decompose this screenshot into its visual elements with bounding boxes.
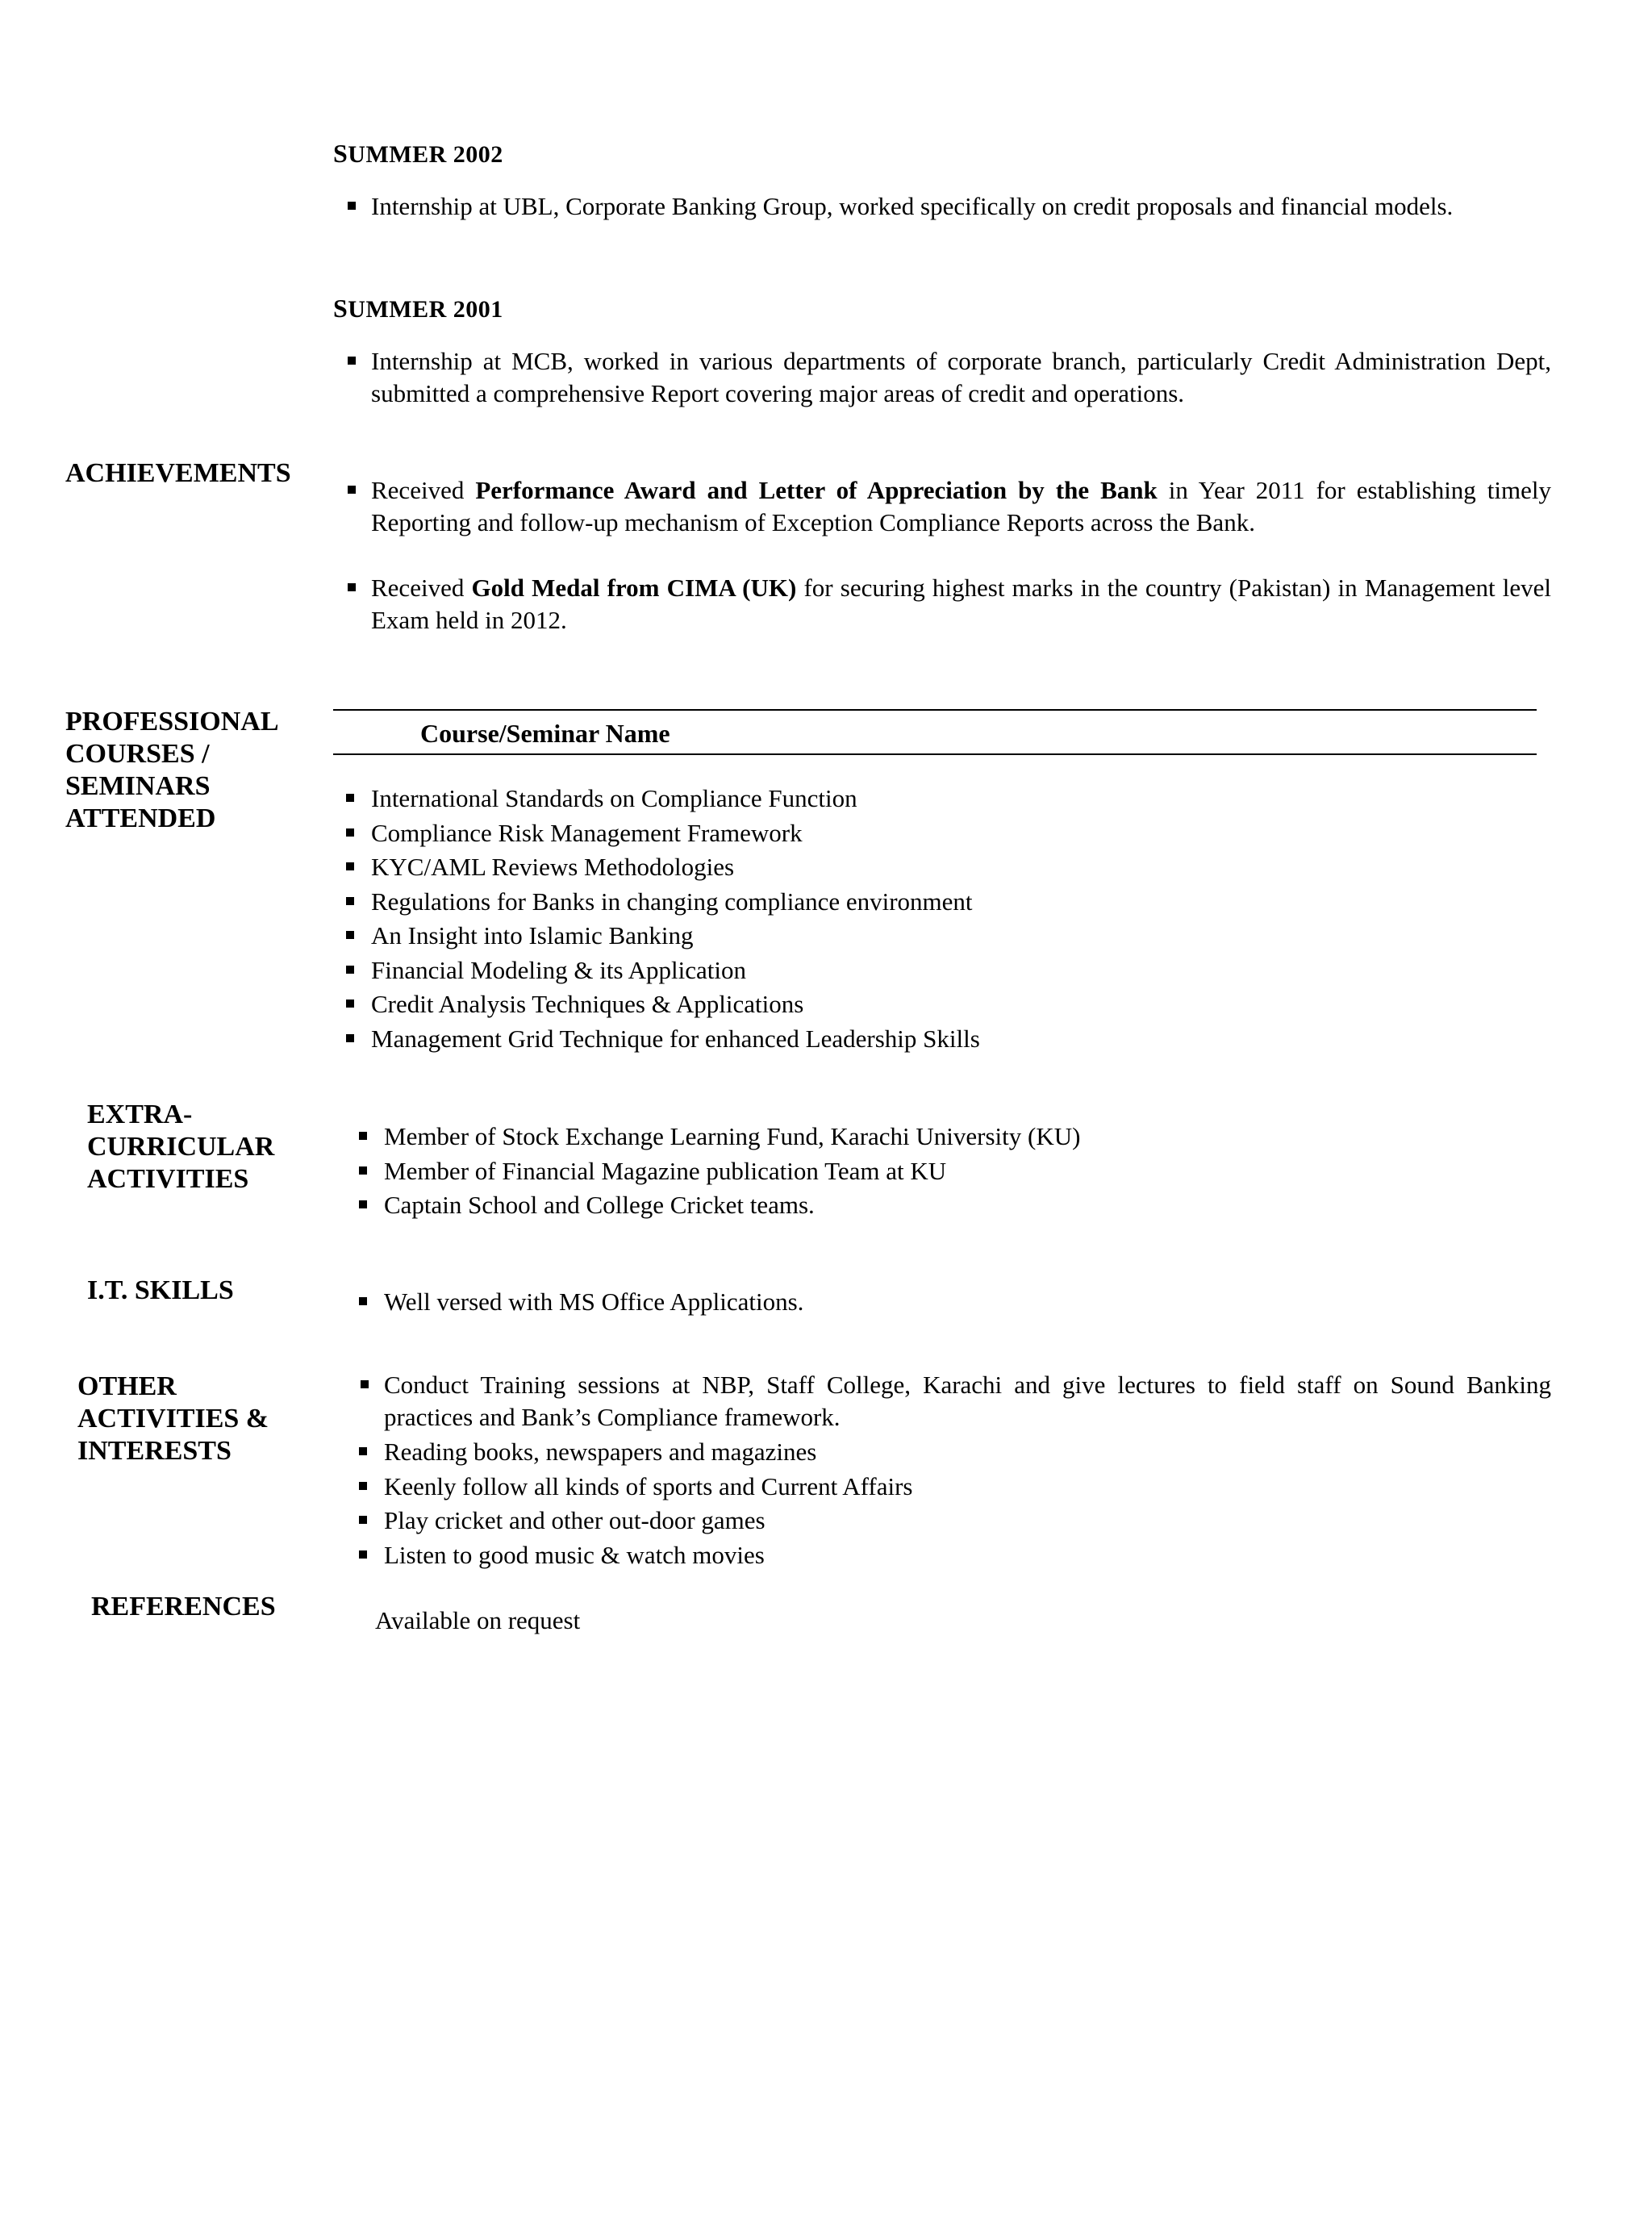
list-item: Reading books, newspapers and magazines xyxy=(357,1435,912,1470)
bullet-icon xyxy=(348,583,356,591)
heading-rest: UMMER 2002 xyxy=(348,141,503,168)
course-list xyxy=(344,782,980,1056)
list-item: Credit Analysis Techniques & Applications xyxy=(344,987,980,1022)
list-item: International Standards on Compliance Function xyxy=(344,782,980,816)
award-name: Gold Medal from CIMA (UK) xyxy=(471,574,797,602)
bullet-icon xyxy=(348,357,356,365)
references-label: REFERENCES xyxy=(91,1592,276,1621)
bullet-icon xyxy=(361,1380,369,1388)
heading-rest: UMMER 2001 xyxy=(348,296,503,323)
heading-initial: S xyxy=(333,294,348,323)
table-top-rule xyxy=(333,709,1537,711)
extracurricular-list xyxy=(357,1120,1080,1223)
list-item: Compliance Risk Management Framework xyxy=(344,816,980,851)
extracurricular-label: EXTRA- CURRICULAR ACTIVITIES xyxy=(87,1100,275,1194)
it-skills-label: I.T. SKILLS xyxy=(87,1275,234,1305)
achievement-item: Received Performance Award and Letter of Appreciation by the Bank in Year 2011 for establishing timely Reporting and follow-up mechanism of Exception Compliance Reports across the Bank. xyxy=(371,476,1551,536)
list-item: Management Grid Technique for enhanced Leadership Skills xyxy=(344,1022,980,1057)
list-item: Play cricket and other out-door games xyxy=(357,1504,912,1538)
list-item: Captain School and College Cricket teams. xyxy=(357,1188,1080,1223)
summer-2001-heading xyxy=(333,294,503,323)
other-activities-label: OTHER ACTIVITIES & INTERESTS xyxy=(77,1371,269,1466)
list-item: Financial Modeling & its Application xyxy=(344,954,980,988)
bullet-icon xyxy=(348,486,356,494)
summer-2002-heading xyxy=(333,139,503,169)
bullet-icon xyxy=(348,202,356,210)
list-item: Member of Stock Exchange Learning Fund, Karachi University (KU) xyxy=(357,1120,1080,1154)
list-item: Keenly follow all kinds of sports and Current Affairs xyxy=(357,1470,912,1504)
interests-list xyxy=(357,1435,912,1572)
list-item: Member of Financial Magazine publication Team at KU xyxy=(357,1154,1080,1189)
achievements-label: ACHIEVEMENTS xyxy=(65,458,291,488)
internship-mcb-text: Internship at MCB, worked in various departments of corporate branch, particularly Credit Administration Dept, submitted a comprehensive Report covering major areas of credit and operations. xyxy=(371,347,1551,407)
it-skills-list xyxy=(357,1285,803,1320)
list-item: KYC/AML Reviews Methodologies xyxy=(344,850,980,885)
award-name: Performance Award and Letter of Appreciation by the Bank xyxy=(475,476,1158,504)
training-sessions-item: Conduct Training sessions at NBP, Staff College, Karachi and give lectures to field staff on Sound Banking practices and Bank’s Compliance framework. xyxy=(384,1371,1551,1431)
list-item: Regulations for Banks in changing compliance environment xyxy=(344,885,980,920)
references-text: Available on request xyxy=(375,1606,581,1634)
table-header-rule xyxy=(333,753,1537,755)
internship-ubl-text: Internship at UBL, Corporate Banking Group, worked specifically on credit proposals and financial models. xyxy=(371,192,1454,220)
list-item: Listen to good music & watch movies xyxy=(357,1538,912,1573)
list-item: An Insight into Islamic Banking xyxy=(344,919,980,954)
achievement-item: Received Gold Medal from CIMA (UK) for securing highest marks in the country (Pakistan) in Management level Exam held in 2012. xyxy=(371,574,1551,634)
heading-initial: S xyxy=(333,139,348,168)
courses-label: PROFESSIONAL COURSES / SEMINARS ATTENDED xyxy=(65,707,279,833)
course-table-header: Course/Seminar Name xyxy=(420,719,670,748)
list-item: Well versed with MS Office Applications. xyxy=(357,1285,803,1320)
